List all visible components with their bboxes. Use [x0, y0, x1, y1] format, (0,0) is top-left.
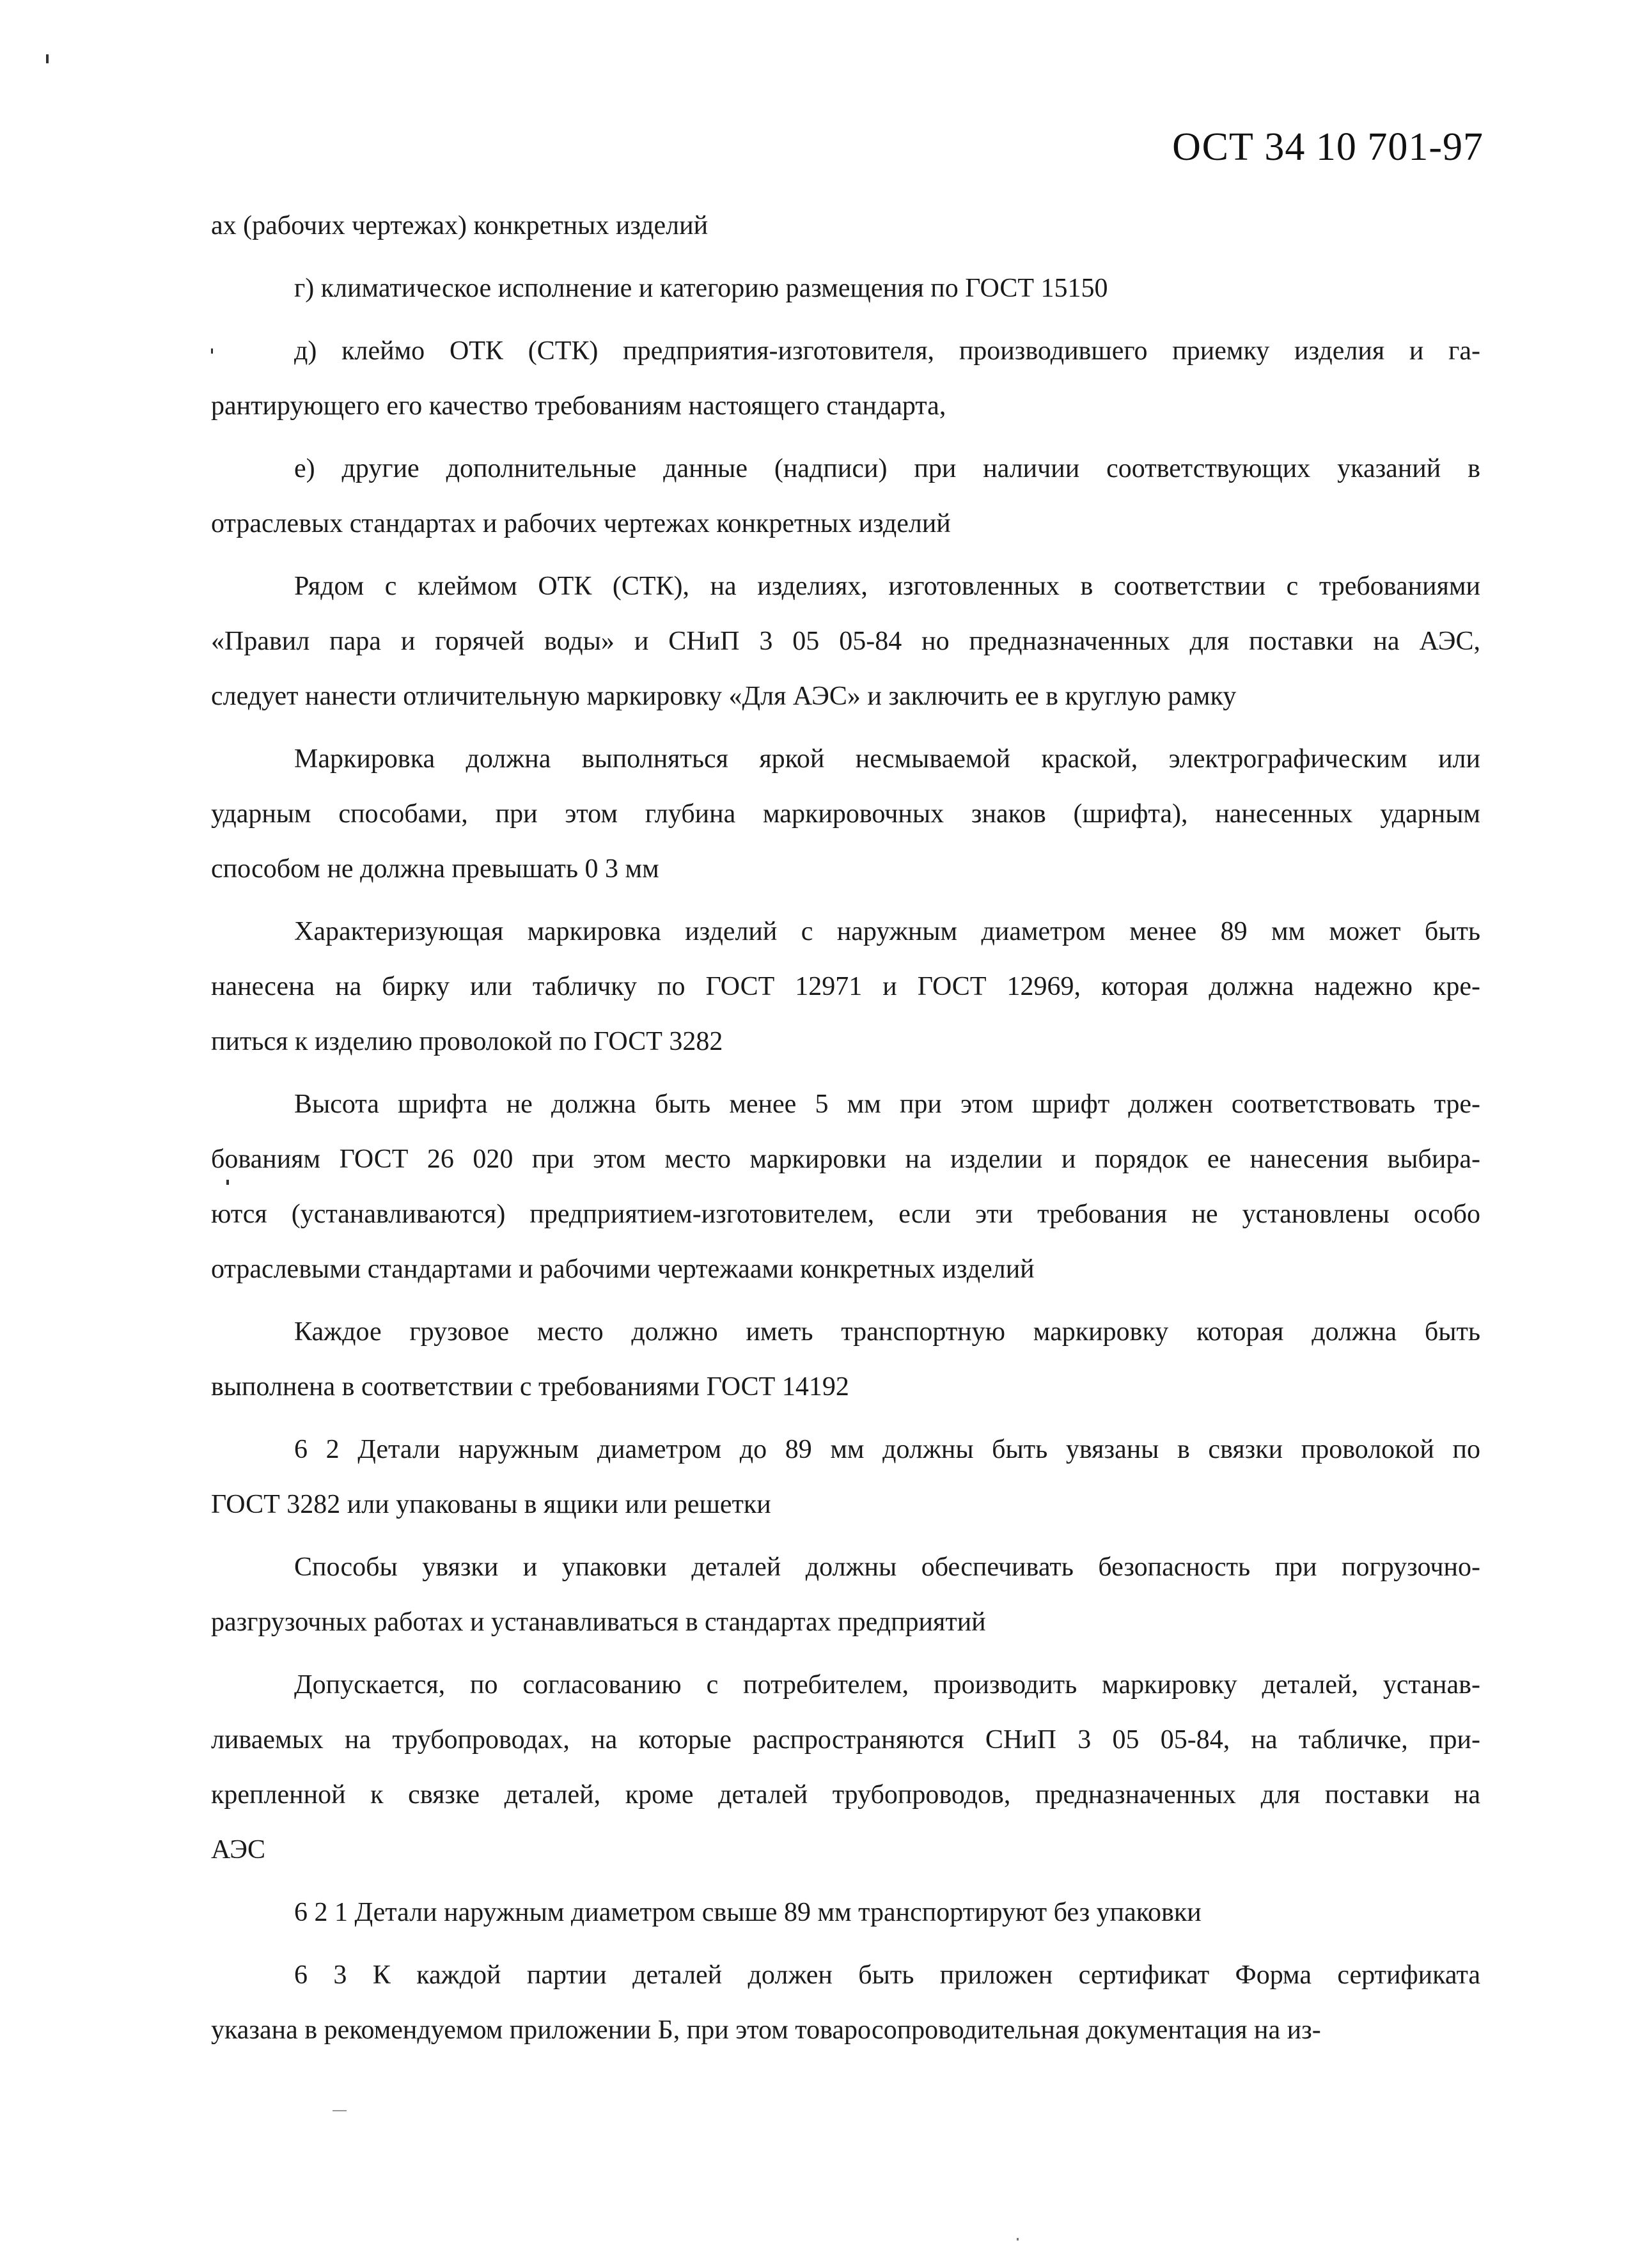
paragraph-line: 6 2 Детали наружным диаметром до 89 мм должны быть увязаны в связки проволокой по: [294, 1435, 1480, 1464]
paragraph-gap: [211, 253, 1480, 261]
paragraph: [211, 441, 1480, 551]
paragraph-gap: [211, 316, 1480, 324]
paragraph-line: ливаемых на трубопроводах, на которые распространяются СНиП 3 05 05-84, на табличке, при-: [211, 1725, 1480, 1755]
paragraph: [211, 731, 1480, 896]
paragraph-line: Рядом с клеймом ОТК (СТК), на изделиях, изготовленных в соответствии с требованиями: [294, 572, 1480, 601]
paragraph: [211, 324, 1480, 434]
paragraph-line: бованиям ГОСТ 26 020 при этом место маркировки на изделии и порядок ее нанесения выбира-: [211, 1145, 1480, 1174]
paragraph-line: ГОСТ 3282 или упакованы в ящики или решетки: [211, 1490, 771, 1519]
paragraph-gap: [211, 2058, 1480, 2065]
paragraph: [211, 1540, 1480, 1650]
paragraph-line: отраслевых стандартах и рабочих чертежах конкретных изделий: [211, 509, 951, 538]
paragraph-gap: [211, 1297, 1480, 1304]
paragraph-line: выполнена в соответствии с требованиями ГОСТ 14192: [211, 1372, 849, 1402]
paragraph-gap: [211, 1414, 1480, 1422]
paragraph: [211, 261, 1480, 316]
paragraph: [211, 904, 1480, 1069]
paragraph: [211, 1657, 1480, 1877]
paragraph-line: разгрузочных работах и устанавливаться в стандартах предприятий: [211, 1607, 986, 1637]
paragraph-line: г) климатическое исполнение и категорию размещения по ГОСТ 15150: [294, 274, 1108, 303]
paragraph-gap: [211, 896, 1480, 904]
paragraph-line: крепленной к связке деталей, кроме деталей трубопроводов, предназначенных для поставки на: [211, 1780, 1480, 1810]
paragraph-gap: [211, 724, 1480, 731]
paragraph-line: нанесена на бирку или табличку по ГОСТ 12971 и ГОСТ 12969, которая должна надежно кре-: [211, 972, 1480, 1001]
document-body: [211, 198, 1480, 2065]
paragraph: [211, 1077, 1480, 1297]
paragraph-gap: [211, 434, 1480, 441]
paragraph-line: ударным способами, при этом глубина маркировочных знаков (шрифта), нанесенных ударным: [211, 799, 1480, 829]
paragraph-line: следует нанести отличительную маркировку «Для АЭС» и заключить ее в круглую рамку: [211, 682, 1237, 711]
paragraph-line: Каждое грузовое место должно иметь транспортную маркировку которая должна быть: [294, 1317, 1480, 1347]
paragraph-line: способом не должна превышать 0 3 мм: [211, 854, 659, 884]
paragraph: [211, 198, 1480, 253]
paragraph-line: Высота шрифта не должна быть менее 5 мм при этом шрифт должен соответствовать тре-: [294, 1090, 1480, 1119]
paragraph-line: Маркировка должна выполняться яркой несмываемой краской, электрографическим или: [294, 744, 1480, 774]
paragraph-gap: [211, 1650, 1480, 1657]
paragraph-line: Способы увязки и упаковки деталей должны обеспечивать безопасность при погрузочно-: [294, 1552, 1480, 1582]
paragraph-line: отраслевыми стандартами и рабочими чертежаами конкретных изделий: [211, 1255, 1035, 1284]
paragraph-line: ются (устанавливаются) предприятием-изготовителем, если эти требования не установлены особо: [211, 1200, 1480, 1229]
paragraph-line: Характеризующая маркировка изделий с наружным диаметром менее 89 мм может быть: [294, 917, 1480, 946]
paragraph-line: е) другие дополнительные данные (надписи) при наличии соответствующих указаний в: [294, 454, 1480, 483]
paragraph: [211, 1948, 1480, 2058]
paragraph: [211, 1304, 1480, 1414]
document-code: ОСТ 34 10 701-97: [1172, 125, 1484, 169]
paragraph-line: рантирующего его качество требованиям настоящего стандарта,: [211, 391, 946, 421]
paragraph-line: указана в рекомендуемом приложении Б, при этом товаросопроводительная документация на из-: [211, 2015, 1321, 2045]
paragraph-line: АЭС: [211, 1835, 266, 1865]
paragraph-line: д) клеймо ОТК (СТК) предприятия-изготовителя, производившего приемку изделия и га-: [294, 336, 1480, 366]
paragraph-gap: [211, 1069, 1480, 1077]
paragraph-line: питься к изделию проволокой по ГОСТ 3282: [211, 1027, 723, 1056]
paragraph-gap: [211, 551, 1480, 559]
paragraph-gap: [211, 1532, 1480, 1540]
paragraph-line: «Правил пара и горячей воды» и СНиП 3 05 05-84 но предназначенных для поставки на АЭС,: [211, 627, 1480, 656]
paragraph: [211, 1885, 1480, 1940]
paragraph-line: ах (рабочих чертежах) конкретных изделий: [211, 211, 709, 240]
paragraph-gap: [211, 1877, 1480, 1885]
paragraph-line: Допускается, по согласованию с потребителем, производить маркировку деталей, устанав-: [294, 1670, 1480, 1700]
paragraph: [211, 559, 1480, 724]
paragraph-gap: [211, 1940, 1480, 1948]
paragraph-line: 6 2 1 Детали наружным диаметром свыше 89 мм транспортируют без упаковки: [294, 1898, 1202, 1927]
paragraph-line: 6 3 К каждой партии деталей должен быть приложен сертификат Форма сертификата: [294, 1960, 1480, 1990]
paragraph: [211, 1422, 1480, 1532]
